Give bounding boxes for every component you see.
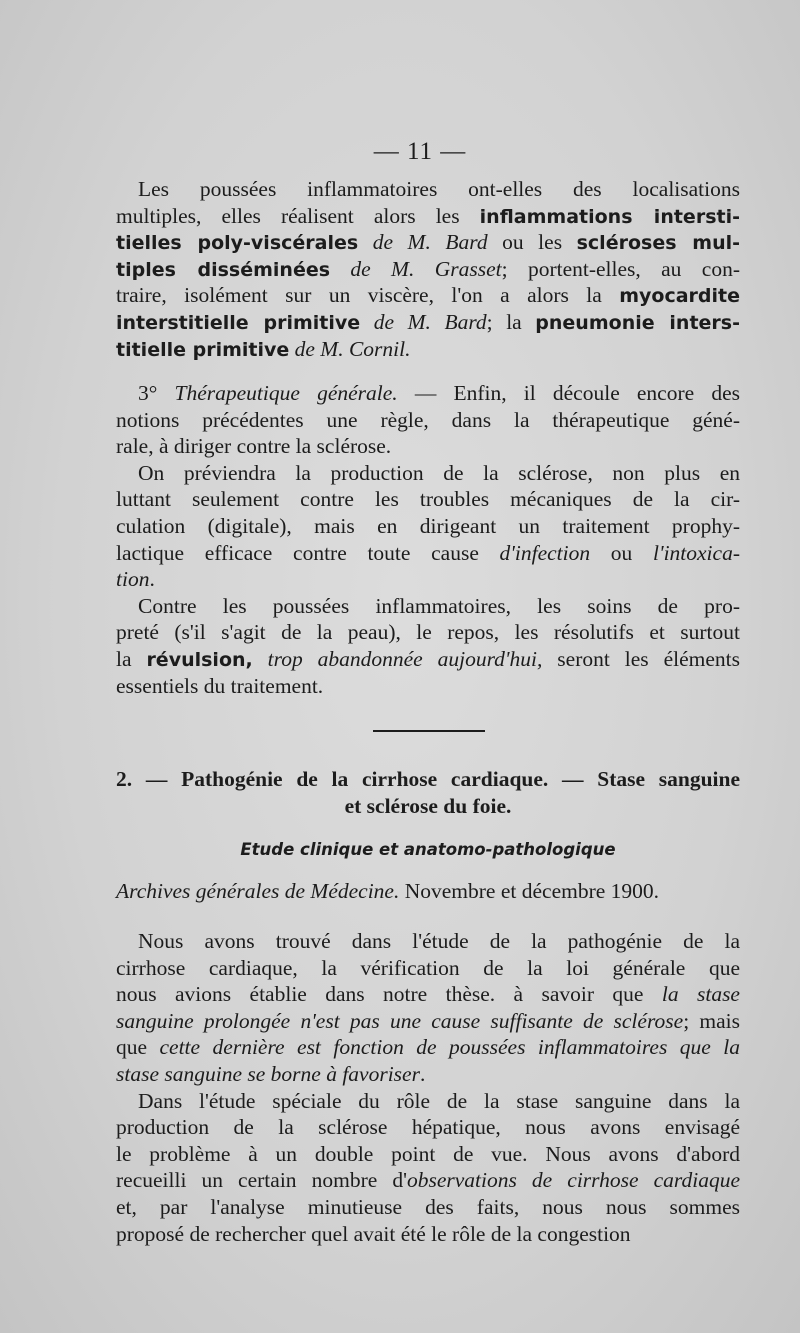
text-line: [116, 203, 740, 230]
paragraph-pathogenie: [116, 928, 740, 1247]
text-run: lactique efficace contre toute cause: [116, 540, 500, 565]
text-line: [116, 593, 740, 620]
text-run: sanguine prolongée n'est pas une cause suffisante de sclérose: [116, 1008, 684, 1033]
text-run: ou: [590, 540, 653, 565]
text-run: ; portent-elles, au con-: [501, 256, 740, 281]
text-run: Thérapeutique générale.: [174, 381, 398, 405]
text-run: de M. Grasset: [330, 256, 502, 281]
text-line: [116, 433, 740, 460]
text-run: trop abandonnée aujourd'hui,: [252, 646, 543, 671]
text-run: ; la: [486, 309, 536, 334]
text-line: [116, 513, 740, 540]
section-heading-line-1: 2. — Pathogénie de la cirrhose cardiaque. — Stase sanguine: [116, 767, 740, 791]
text-run: traire, isolément sur un viscère, l'on a alors la: [116, 283, 620, 308]
text-run: nous avions établie dans notre thèse. à savoir que: [116, 982, 662, 1007]
text-line: [116, 1034, 740, 1061]
text-run: d'infection: [499, 540, 591, 565]
text-run: interstitielle primitive: [116, 311, 361, 334]
text-line: [116, 1008, 740, 1035]
text-line: [116, 380, 740, 407]
text-run: On préviendra la production de la sclérose, non plus en: [138, 460, 740, 485]
text-line: [116, 1061, 740, 1088]
text-line: [116, 176, 740, 203]
text-run: ou les: [487, 230, 577, 255]
paragraph-localisations: [116, 176, 740, 362]
text-line: [116, 1194, 740, 1221]
text-run: production de la sclérose hépatique, nous avons envisagé: [116, 1115, 740, 1140]
text-run: cette dernière est fonction de poussées inflammatoires que la: [159, 1035, 740, 1060]
text-run: tiples disséminées: [116, 258, 331, 281]
text-line: [116, 486, 740, 513]
text-run: de M. Bard: [360, 309, 487, 334]
text-run: luttant seulement contre les troubles mécaniques de la cir-: [116, 487, 740, 512]
text-run: scléroses mul-: [576, 232, 741, 255]
subheading: Etude clinique et anatomo-pathologique: [240, 840, 616, 859]
text-line: [116, 646, 740, 673]
text-run: preté (s'il s'agit de la peau), le repos, les résolutifs et surtout: [116, 620, 740, 645]
source-citation: [116, 878, 740, 905]
text-line: [116, 282, 740, 309]
text-run: seront les éléments: [542, 646, 740, 671]
text-line: [116, 928, 740, 955]
text-line: [116, 1221, 740, 1248]
text-run: la stase: [661, 982, 740, 1007]
text-run: de M. Bard: [358, 230, 488, 255]
text-run: rale, à diriger contre la sclérose.: [116, 434, 392, 459]
text-line: [116, 981, 740, 1008]
text-run: observations de cirrhose cardiaque: [406, 1168, 741, 1193]
text-run: 3°: [138, 381, 175, 405]
text-run: stase sanguine se borne à favoriser: [116, 1061, 420, 1086]
text-line: [116, 336, 740, 363]
section-divider: [373, 730, 485, 732]
section-heading: [116, 766, 740, 819]
text-run: inflammations intersti-: [479, 205, 740, 228]
text-run: cirrhose cardiaque, la vérification de la loi générale que: [116, 955, 740, 980]
text-run: multiples, elles réalisent alors les: [116, 203, 480, 228]
text-line: [116, 619, 740, 646]
text-run: essentiels du traitement.: [116, 673, 324, 698]
text-line: [116, 460, 740, 487]
text-line: [116, 256, 740, 283]
text-run: myocardite: [619, 285, 740, 308]
text-run: pneumonie inters-: [535, 311, 740, 334]
text-run: Les poussées inflammatoires ont-elles des localisations: [138, 177, 740, 201]
text-run: culation (digitale), mais en dirigeant un traitement prophy-: [116, 513, 740, 538]
text-line: [116, 1088, 740, 1115]
text-run: la: [116, 646, 147, 671]
text-run: ; mais: [683, 1008, 740, 1033]
text-line: [116, 566, 740, 593]
text-run: l'intoxica-: [653, 540, 740, 565]
text-line: [116, 1141, 740, 1168]
text-line: [116, 673, 740, 700]
text-run: notions précédentes une règle, dans la thérapeutique géné-: [116, 407, 740, 432]
text-line: [116, 229, 740, 256]
text-line: [116, 540, 740, 567]
text-run: .: [419, 1061, 426, 1086]
text-line: [116, 1167, 740, 1194]
text-run: Novembre et décembre 1900.: [399, 879, 660, 903]
text-run: tielles poly-viscérales: [116, 232, 359, 255]
text-line: [116, 309, 740, 336]
text-line: [116, 1114, 740, 1141]
text-line: [116, 407, 740, 434]
text-run: Archives générales de Médecine.: [116, 879, 400, 903]
text-line: [116, 955, 740, 982]
text-run: et, par l'analyse minutieuse des faits, nous nous sommes: [116, 1194, 740, 1219]
paragraph-therapeutique: [116, 380, 740, 699]
text-run: révulsion,: [146, 648, 253, 671]
text-run: proposé de rechercher quel avait été le rôle de la congestion: [116, 1221, 631, 1246]
text-run: — Enfin, il découle encore des: [397, 381, 740, 405]
text-run: recueilli un certain nombre d': [116, 1168, 407, 1193]
text-run: que: [116, 1035, 160, 1060]
text-run: le problème à un double point de vue. Nous avons d'abord: [116, 1141, 740, 1166]
text-run: Dans l'étude spéciale du rôle de la stase sanguine dans la: [138, 1088, 740, 1113]
text-run: .: [149, 567, 155, 592]
text-run: Nous avons trouvé dans l'étude de la pathogénie de la: [138, 929, 740, 953]
text-run: de M. Cornil.: [289, 336, 411, 361]
text-run: Contre les poussées inflammatoires, les soins de pro-: [138, 593, 740, 618]
text-run: titielle primitive: [116, 338, 290, 361]
section-heading-line-2: et sclérose du foie.: [344, 793, 512, 818]
text-line: [116, 878, 740, 905]
text-run: tion: [116, 567, 150, 592]
page-number: — 11 —: [373, 138, 467, 165]
